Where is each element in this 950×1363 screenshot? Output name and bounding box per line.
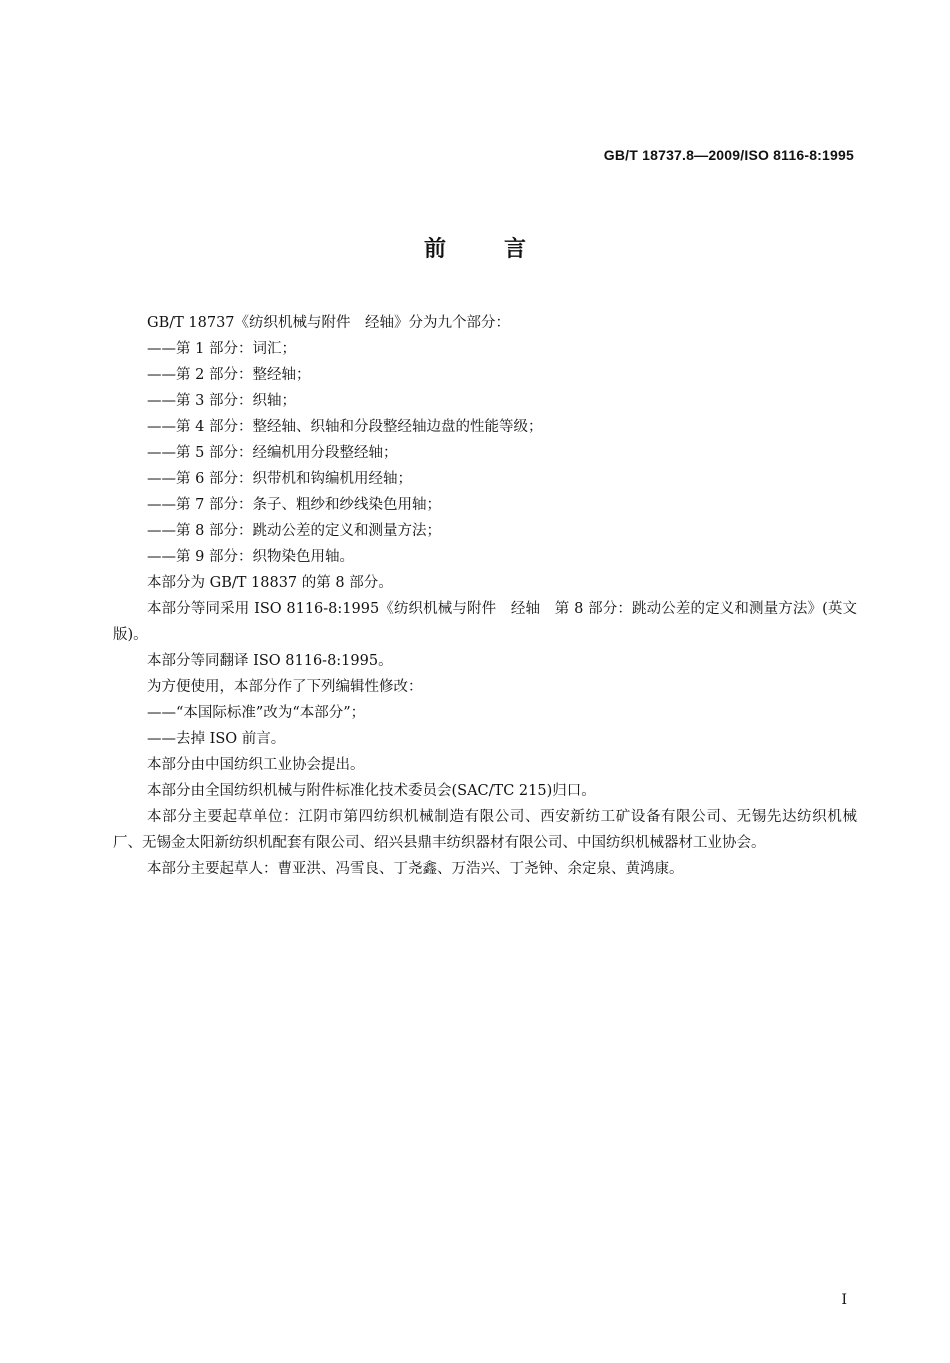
part-list-item: ——第 4 部分：整经轴、织轴和分段整经轴边盘的性能等级； bbox=[147, 419, 543, 435]
page-title bbox=[0, 232, 950, 263]
drafters: 本部分主要起草人：曹亚洪、冯雪良、丁尧鑫、万浩兴、丁尧钟、余定泉、黄鸿康。 bbox=[147, 861, 684, 877]
intro-paragraph: GB/T 18737《纺织机械与附件 经轴》分为九个部分： bbox=[147, 315, 511, 331]
part-list-item: ——第 5 部分：经编机用分段整经轴； bbox=[147, 445, 398, 461]
part-list-item: ——第 8 部分：跳动公差的定义和测量方法； bbox=[147, 523, 441, 539]
drafting-units: 本部分主要起草单位：江阴市第四纺织机械制造有限公司、西安新纺工矿设备有限公司、无锡先达纺织机械厂、无锡金太阳新纺织机配套有限公司、绍兴县鼎丰纺织器材有限公司、中国纺织机械器材工业协会。 bbox=[113, 809, 857, 851]
page-number: I bbox=[841, 1292, 847, 1308]
editorial-change-item: ——去掉 ISO 前言。 bbox=[147, 731, 286, 747]
part-list-item: ——第 7 部分：条子、粗纱和纱线染色用轴； bbox=[147, 497, 441, 513]
part-list-item: ——第 1 部分：词汇； bbox=[147, 341, 296, 357]
translation-statement: 本部分等同翻译 ISO 8116-8:1995。 bbox=[147, 653, 393, 669]
standard-number: GB/T 18737.8—2009/ISO 8116-8:1995 bbox=[603, 147, 854, 163]
part-statement: 本部分为 GB/T 18837 的第 8 部分。 bbox=[147, 575, 393, 591]
proposed-by: 本部分由中国纺织工业协会提出。 bbox=[147, 757, 365, 773]
centralized-by: 本部分由全国纺织机械与附件标准化技术委员会(SAC/TC 215)归口。 bbox=[147, 783, 596, 799]
part-list-item: ——第 2 部分：整经轴； bbox=[147, 367, 311, 383]
adoption-statement: 本部分等同采用 ISO 8116-8:1995《纺织机械与附件 经轴 第 8 部分：跳动公差的定义和测量方法》(英文版)。 bbox=[113, 601, 857, 643]
editorial-change-item: ——“本国际标准”改为“本部分”； bbox=[147, 705, 366, 721]
title-char-1: 前 bbox=[423, 237, 446, 262]
part-list-item: ——第 3 部分：织轴； bbox=[147, 393, 296, 409]
foreword-body bbox=[113, 310, 857, 882]
part-list-item: ——第 9 部分：织物染色用轴。 bbox=[147, 549, 354, 565]
part-list-item: ——第 6 部分：织带机和钩编机用经轴； bbox=[147, 471, 412, 487]
editorial-changes-intro: 为方便使用，本部分作了下列编辑性修改： bbox=[147, 679, 423, 695]
title-char-2: 言 bbox=[504, 237, 527, 262]
